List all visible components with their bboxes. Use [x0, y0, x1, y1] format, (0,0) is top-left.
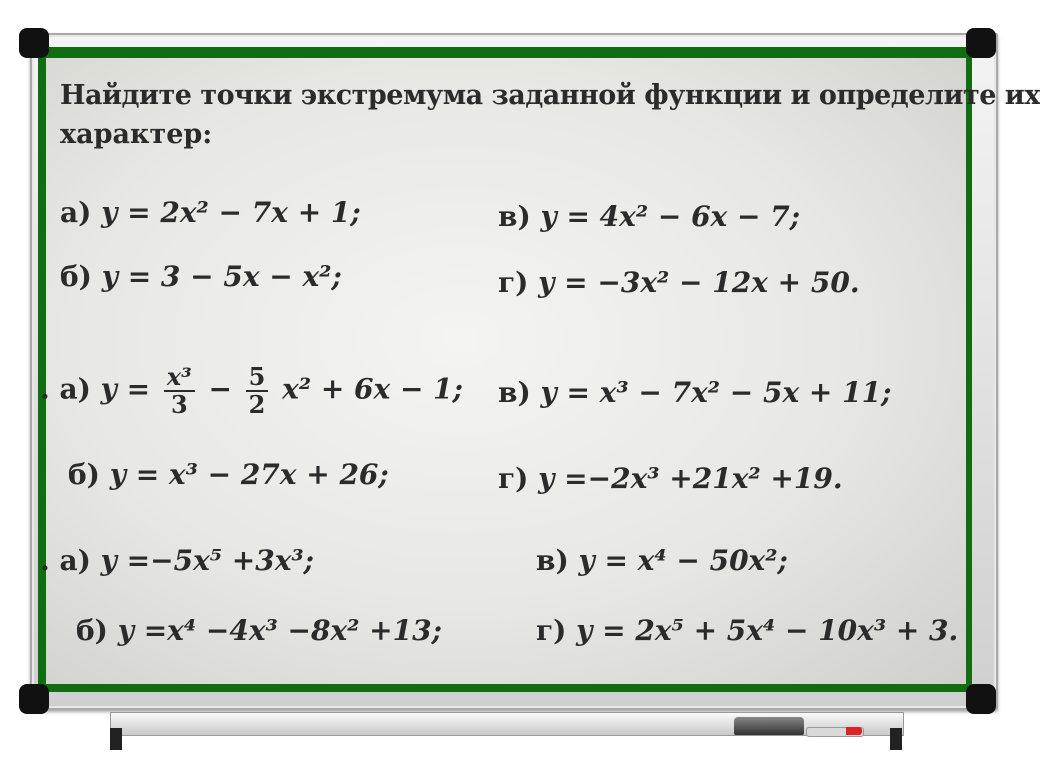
fraction-denominator: 3	[170, 390, 188, 419]
fraction-x3-over-3	[164, 364, 195, 418]
fraction-numerator: x³	[164, 364, 195, 392]
exercise-2b	[68, 458, 389, 491]
fraction-5-over-2	[246, 364, 269, 418]
block-number-fragment: .	[40, 544, 50, 577]
item-y: y =	[100, 372, 151, 406]
exercise-3v	[536, 544, 788, 577]
exercise-1b	[60, 260, 342, 293]
item-label: б)	[76, 614, 108, 647]
item-expression: y = 3 − 5x − x²;	[101, 260, 342, 293]
block-number-fragment: .	[40, 372, 50, 406]
item-expression: y = x⁴ − 50x²;	[578, 544, 788, 577]
item-label: г)	[536, 614, 567, 647]
eraser-icon	[734, 717, 804, 735]
item-label: в)	[536, 544, 569, 577]
item-expression: y = 2x² − 7x + 1;	[101, 196, 361, 229]
exercise-3b	[76, 614, 442, 647]
item-label: г)	[498, 462, 529, 495]
item-expression: y =−2x³ +21x² +19.	[538, 462, 843, 495]
task-title-line1: Найдите точки экстремума заданной функции и определите их	[60, 80, 1040, 111]
tray-leg-right	[890, 728, 902, 750]
exercise-3g	[536, 614, 958, 647]
task-title-line2: характер:	[60, 119, 213, 150]
item-expression-tail: x² + 6x − 1;	[282, 372, 463, 406]
minus-sign: −	[208, 372, 232, 406]
exercise-1a	[60, 196, 361, 229]
item-label: б)	[60, 260, 92, 293]
exercise-2a	[40, 364, 463, 418]
item-expression: y = x³ − 7x² − 5x + 11;	[540, 376, 892, 409]
item-label: а)	[60, 196, 92, 229]
exercise-1v	[498, 200, 800, 233]
item-label: в)	[498, 200, 531, 233]
frame-corner-bottom-right	[966, 684, 996, 714]
item-expression: y =−5x⁵ +3x³;	[100, 544, 315, 577]
frame-corner-bottom-left	[19, 684, 49, 714]
frame-corner-top-right	[966, 28, 996, 58]
task-photo	[40, 58, 1040, 684]
exercise-2v	[498, 376, 891, 409]
exercise-2g	[498, 462, 843, 495]
marker-cap	[846, 727, 862, 735]
item-label: а)	[59, 544, 91, 577]
item-label: а)	[59, 372, 91, 406]
item-expression: y =x⁴ −4x³ −8x² +13;	[117, 614, 442, 647]
tray-leg-left	[110, 728, 122, 750]
frame-corner-top-left	[19, 28, 49, 58]
exercise-3a	[40, 544, 314, 577]
item-label: г)	[498, 266, 529, 299]
item-expression: y = 2x⁵ + 5x⁴ − 10x³ + 3.	[576, 614, 959, 647]
item-label: б)	[68, 458, 100, 491]
item-expression: y = x³ − 27x + 26;	[109, 458, 389, 491]
fraction-numerator: 5	[246, 364, 269, 392]
item-expression: y = −3x² − 12x + 50.	[538, 266, 860, 299]
item-expression: y = 4x² − 6x − 7;	[540, 200, 801, 233]
exercise-1g	[498, 266, 860, 299]
item-label: в)	[498, 376, 531, 409]
fraction-denominator: 2	[248, 390, 266, 419]
